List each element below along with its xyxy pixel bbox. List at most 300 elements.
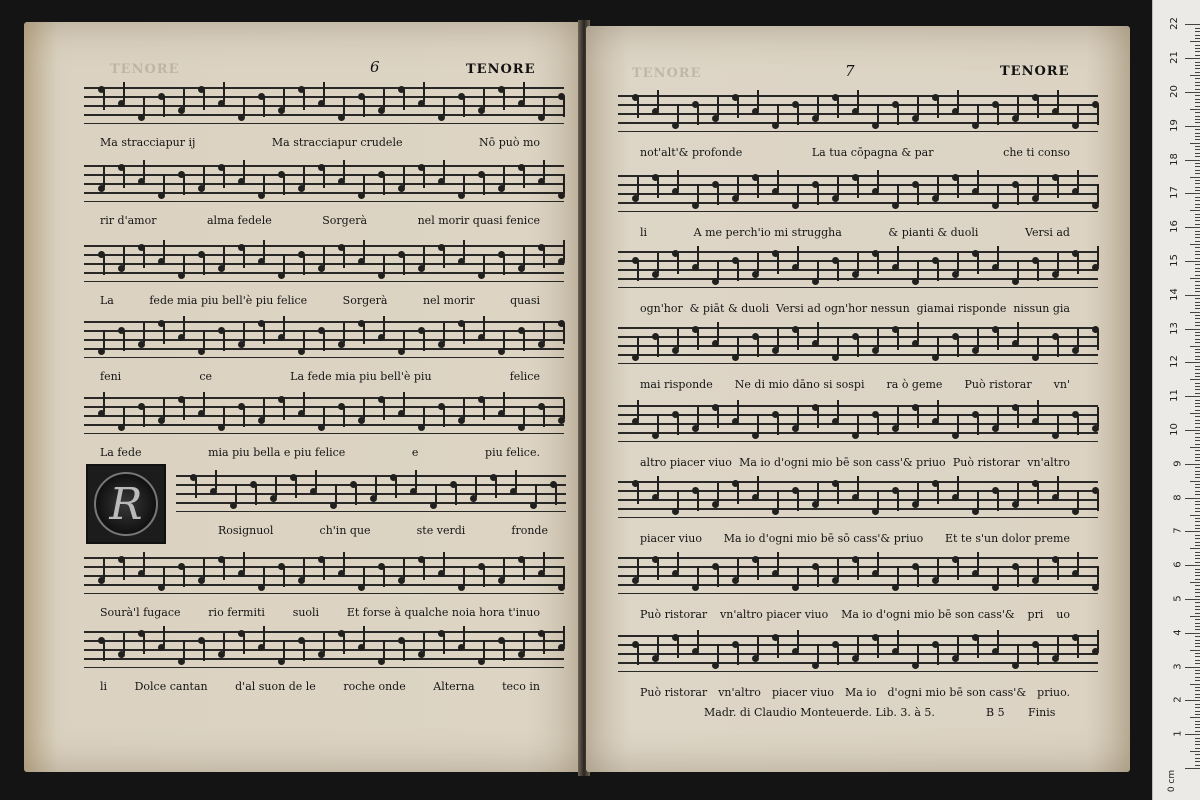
lyric-fragment: Ma stracciapur ij <box>100 136 196 149</box>
note-mark <box>812 501 819 508</box>
lyric-fragment: Ma io d'ogni mio bē son cass'& priuo <box>739 456 946 469</box>
note-mark <box>430 502 437 509</box>
lyric-fragment: piacer viuo <box>640 532 702 545</box>
note-mark <box>278 658 285 665</box>
ruler-tick <box>1195 85 1200 86</box>
ruler-tick <box>1195 653 1200 654</box>
note-mark <box>872 411 879 418</box>
note-mark <box>158 93 165 100</box>
ruler-tick <box>1195 315 1200 316</box>
note-mark <box>478 107 485 114</box>
ruler-tick <box>1195 765 1200 766</box>
lyric-fragment: fronde <box>511 524 548 537</box>
note-mark <box>692 101 699 108</box>
note-mark <box>458 258 465 265</box>
note-mark <box>932 195 939 202</box>
note-mark <box>258 320 265 327</box>
lyric-fragment: alma fedele <box>207 214 272 227</box>
note-mark <box>378 107 385 114</box>
ruler-tick <box>1195 487 1200 488</box>
lyric-fragment: La fede mia piu bell'è piu <box>290 370 432 383</box>
note-mark <box>238 403 245 410</box>
note-mark <box>358 93 365 100</box>
note-mark <box>470 495 477 502</box>
note-mark <box>358 644 365 651</box>
note-mark <box>258 417 265 424</box>
note-mark <box>932 641 939 648</box>
note-mark <box>832 577 839 584</box>
ruler-tick <box>1195 707 1200 708</box>
ruler-tick <box>1195 643 1200 644</box>
ruler-tick <box>1190 177 1200 178</box>
lyric-fragment: Sorgerà <box>322 214 368 227</box>
note-mark <box>558 192 565 199</box>
ruler-tick <box>1195 258 1200 259</box>
note-mark <box>490 474 497 481</box>
ruler-tick <box>1185 430 1200 431</box>
right-staff <box>618 550 1098 594</box>
lyric-fragment: e <box>411 446 419 459</box>
ruler-number: 8 <box>1172 493 1184 501</box>
ruler-tick <box>1195 200 1200 201</box>
note-mark <box>952 108 959 115</box>
ruler-tick <box>1195 440 1200 441</box>
note-mark <box>712 181 719 188</box>
note-mark <box>892 326 899 333</box>
ruler-tick <box>1195 389 1200 390</box>
note-mark <box>178 272 185 279</box>
note-mark <box>992 487 999 494</box>
note-mark <box>538 341 545 348</box>
note-mark <box>498 251 505 258</box>
note-mark <box>98 185 105 192</box>
note-mark <box>932 418 939 425</box>
note-mark <box>912 662 919 669</box>
ruler-tick <box>1195 224 1200 225</box>
lyric-fragment: ch'in que <box>319 524 371 537</box>
right-staff <box>618 398 1098 442</box>
ruler-tick <box>1190 684 1200 685</box>
lyric-fragment: roche onde <box>343 680 406 693</box>
ruler-tick <box>1195 508 1200 509</box>
lyric-fragment: rir d'amor <box>100 214 157 227</box>
lyric-fragment: li <box>640 226 648 239</box>
ruler-tick <box>1195 332 1200 333</box>
note-mark <box>398 251 405 258</box>
lyric-fragment: nel morir <box>422 294 475 307</box>
ruler-tick <box>1195 369 1200 370</box>
ruler-tick <box>1195 207 1200 208</box>
ruler-tick <box>1195 538 1200 539</box>
ruler-tick <box>1185 464 1200 465</box>
note-mark <box>652 271 659 278</box>
note-mark <box>418 100 425 107</box>
note-mark <box>478 563 485 570</box>
ruler-number: 22 <box>1169 17 1181 31</box>
ruler-tick <box>1195 477 1200 478</box>
note-mark <box>178 658 185 665</box>
ruler-tick <box>1185 734 1200 735</box>
measurement-ruler <box>1152 0 1200 800</box>
lyric-fragment: d'al suon de le <box>235 680 316 693</box>
note-mark <box>652 432 659 439</box>
note-mark <box>218 100 225 107</box>
note-mark <box>972 347 979 354</box>
lyric-fragment: mia piu bella e piu felice <box>208 446 346 459</box>
ruler-tick <box>1195 139 1200 140</box>
ruler-number: 15 <box>1169 254 1181 267</box>
right-lyric-line <box>640 146 1070 159</box>
note-mark <box>912 115 919 122</box>
ruler-tick <box>1185 700 1200 701</box>
note-mark <box>418 651 425 658</box>
left-page-number: 6 <box>370 58 380 76</box>
note-mark <box>932 480 939 487</box>
note-mark <box>158 320 165 327</box>
note-mark <box>498 348 505 355</box>
note-mark <box>712 278 719 285</box>
note-mark <box>1012 340 1019 347</box>
note-mark <box>952 655 959 662</box>
ruler-tick <box>1195 322 1200 323</box>
lyric-fragment: ste verdi <box>416 524 466 537</box>
note-mark <box>338 114 345 121</box>
note-mark <box>652 556 659 563</box>
note-mark <box>438 570 445 577</box>
ruler-tick <box>1195 220 1200 221</box>
note-mark <box>712 501 719 508</box>
ruler-tick <box>1195 660 1200 661</box>
ruler-number: 17 <box>1169 186 1181 200</box>
note-mark <box>498 637 505 644</box>
ruler-tick <box>1185 92 1200 93</box>
ruler-number: 10 <box>1169 423 1181 436</box>
right-lyric-line <box>640 456 1070 469</box>
note-mark <box>1092 648 1099 655</box>
lyric-fragment: Può ristorar <box>640 608 708 621</box>
note-mark <box>370 495 377 502</box>
note-mark <box>410 488 417 495</box>
note-mark <box>1052 108 1059 115</box>
note-mark <box>198 410 205 417</box>
note-mark <box>198 577 205 584</box>
note-mark <box>712 115 719 122</box>
note-mark <box>912 278 919 285</box>
ruler-tick <box>1195 423 1200 424</box>
note-mark <box>418 164 425 171</box>
note-mark <box>732 257 739 264</box>
lyric-fragment: not'alt'& profonde <box>640 146 743 159</box>
note-mark <box>1052 271 1059 278</box>
note-mark <box>418 265 425 272</box>
note-mark <box>1072 122 1079 129</box>
note-mark <box>558 93 565 100</box>
note-mark <box>732 418 739 425</box>
lyric-fragment: piacer viuo <box>771 686 834 699</box>
note-mark <box>1072 411 1079 418</box>
right-staff <box>618 244 1098 288</box>
note-mark <box>872 570 879 577</box>
ruler-tick <box>1195 711 1200 712</box>
ruler-tick <box>1195 352 1200 353</box>
ruler-tick <box>1195 170 1200 171</box>
left-lyric-line <box>100 136 540 149</box>
ruler-tick <box>1195 217 1200 218</box>
note-mark <box>118 556 125 563</box>
note-mark <box>118 327 125 334</box>
note-mark <box>752 556 759 563</box>
note-mark <box>278 563 285 570</box>
note-mark <box>258 258 265 265</box>
ruler-tick <box>1195 454 1200 455</box>
ruler-tick <box>1190 210 1200 211</box>
note-mark <box>338 630 345 637</box>
right-staff <box>618 474 1098 518</box>
right-lyric-line <box>640 226 1070 239</box>
note-mark <box>298 86 305 93</box>
ruler-tick <box>1195 433 1200 434</box>
note-mark <box>732 94 739 101</box>
ruler-tick <box>1195 264 1200 265</box>
lyric-fragment: Rosignuol <box>218 524 274 537</box>
note-mark <box>158 417 165 424</box>
note-mark <box>692 425 699 432</box>
note-mark <box>912 501 919 508</box>
note-mark <box>278 334 285 341</box>
ruler-tick <box>1185 362 1200 363</box>
ruler-tick <box>1190 312 1200 313</box>
note-mark <box>732 577 739 584</box>
note-mark <box>712 340 719 347</box>
initial-letter: R <box>109 478 143 530</box>
ruler-tick <box>1195 156 1200 157</box>
note-mark <box>772 570 779 577</box>
note-mark <box>1092 202 1099 209</box>
left-staff <box>84 314 564 358</box>
note-mark <box>832 641 839 648</box>
ruler-tick <box>1195 754 1200 755</box>
note-mark <box>358 192 365 199</box>
note-mark <box>330 502 337 509</box>
ruler-tick <box>1195 116 1200 117</box>
note-mark <box>932 94 939 101</box>
ruler-tick <box>1190 278 1200 279</box>
lyric-fragment: & piāt & duoli <box>689 302 770 315</box>
note-mark <box>210 488 217 495</box>
note-mark <box>1052 494 1059 501</box>
ruler-tick <box>1195 646 1200 647</box>
ruler-tick <box>1195 82 1200 83</box>
right-lyric-line <box>640 532 1070 545</box>
note-mark <box>792 584 799 591</box>
note-mark <box>178 334 185 341</box>
lyric-fragment: feni <box>100 370 122 383</box>
note-mark <box>832 94 839 101</box>
ruler-tick <box>1195 552 1200 553</box>
note-mark <box>792 648 799 655</box>
ruler-tick <box>1195 45 1200 46</box>
lyric-fragment: uo <box>1056 608 1070 621</box>
ruler-tick <box>1195 518 1200 519</box>
ruler-tick <box>1190 717 1200 718</box>
ruler-tick <box>1195 146 1200 147</box>
lyric-fragment: La fede <box>100 446 142 459</box>
ruler-tick <box>1195 656 1200 657</box>
ruler-tick <box>1195 241 1200 242</box>
note-mark <box>972 411 979 418</box>
ruler-number: 20 <box>1169 85 1181 98</box>
note-mark <box>98 637 105 644</box>
note-mark <box>652 655 659 662</box>
ruler-tick <box>1195 180 1200 181</box>
ruler-tick <box>1195 525 1200 526</box>
ruler-number: 19 <box>1169 118 1181 132</box>
ruler-tick <box>1195 629 1200 630</box>
note-mark <box>632 641 639 648</box>
note-mark <box>752 494 759 501</box>
note-mark <box>438 341 445 348</box>
lyric-fragment: vn' <box>1053 378 1070 391</box>
note-mark <box>672 634 679 641</box>
note-mark <box>478 272 485 279</box>
ruler-tick <box>1195 173 1200 174</box>
ruler-tick <box>1185 58 1200 59</box>
ruler-tick <box>1195 626 1200 627</box>
note-mark <box>632 94 639 101</box>
note-mark <box>1032 480 1039 487</box>
note-mark <box>792 202 799 209</box>
note-mark <box>510 488 517 495</box>
note-mark <box>278 171 285 178</box>
note-mark <box>450 481 457 488</box>
ruler-number: 21 <box>1169 51 1181 65</box>
note-mark <box>198 637 205 644</box>
note-mark <box>98 577 105 584</box>
ruler-number: 7 <box>1172 527 1184 535</box>
note-mark <box>992 584 999 591</box>
ruler-tick <box>1195 31 1200 32</box>
note-mark <box>632 195 639 202</box>
ruler-number: 2 <box>1172 696 1184 704</box>
note-mark <box>218 164 225 171</box>
ruler-tick <box>1195 400 1200 401</box>
ruler-tick <box>1185 768 1200 769</box>
note-mark <box>318 556 325 563</box>
note-mark <box>772 250 779 257</box>
ruler-tick <box>1195 602 1200 603</box>
note-mark <box>752 432 759 439</box>
note-mark <box>952 494 959 501</box>
ruler-tick <box>1195 291 1200 292</box>
ruler-tick <box>1195 254 1200 255</box>
note-mark <box>1072 634 1079 641</box>
note-mark <box>672 508 679 515</box>
ruler-tick <box>1195 606 1200 607</box>
note-mark <box>1012 278 1019 285</box>
ruler-tick <box>1195 187 1200 188</box>
note-mark <box>338 570 345 577</box>
note-mark <box>872 122 879 129</box>
ruler-tick <box>1195 727 1200 728</box>
ruler-tick <box>1195 247 1200 248</box>
ruler-tick <box>1195 562 1200 563</box>
ruler-tick <box>1195 383 1200 384</box>
note-mark <box>912 404 919 411</box>
ruler-tick <box>1190 548 1200 549</box>
ruler-tick <box>1195 68 1200 69</box>
ruler-tick <box>1195 697 1200 698</box>
lyric-fragment: Sourà'l fugace <box>100 606 181 619</box>
right-page-number: 7 <box>845 62 855 80</box>
ruler-tick <box>1195 491 1200 492</box>
note-mark <box>518 100 525 107</box>
ruler-tick <box>1185 227 1200 228</box>
note-mark <box>912 181 919 188</box>
note-mark <box>952 174 959 181</box>
note-mark <box>350 481 357 488</box>
note-mark <box>1012 404 1019 411</box>
ruler-number: 16 <box>1169 220 1181 234</box>
lyric-fragment: ce <box>199 370 212 383</box>
note-mark <box>1032 641 1039 648</box>
note-mark <box>458 584 465 591</box>
note-mark <box>478 396 485 403</box>
ruler-tick <box>1195 694 1200 695</box>
ruler-tick <box>1195 89 1200 90</box>
ruler-tick <box>1195 687 1200 688</box>
ruler-tick <box>1195 589 1200 590</box>
ruler-tick <box>1195 427 1200 428</box>
note-mark <box>832 195 839 202</box>
ruler-tick <box>1195 613 1200 614</box>
lyric-fragment: Può ristorar <box>952 456 1021 469</box>
note-mark <box>238 114 245 121</box>
note-mark <box>378 563 385 570</box>
ruler-tick <box>1195 183 1200 184</box>
ruler-tick <box>1185 633 1200 634</box>
ruler-tick <box>1195 545 1200 546</box>
ruler-tick <box>1190 41 1200 42</box>
note-mark <box>872 634 879 641</box>
note-mark <box>358 320 365 327</box>
note-mark <box>138 178 145 185</box>
ruler-tick <box>1195 535 1200 536</box>
note-mark <box>318 164 325 171</box>
ruler-tick <box>1195 51 1200 52</box>
ruler-tick <box>1195 680 1200 681</box>
ruler-tick <box>1195 190 1200 191</box>
note-mark <box>712 404 719 411</box>
note-mark <box>732 480 739 487</box>
ruler-tick <box>1195 484 1200 485</box>
note-mark <box>358 417 365 424</box>
note-mark <box>672 250 679 257</box>
ruler-tick <box>1195 572 1200 573</box>
ruler-tick <box>1190 481 1200 482</box>
left-page-header: TENORE <box>466 62 536 77</box>
note-mark <box>158 644 165 651</box>
ruler-tick <box>1195 457 1200 458</box>
note-mark <box>1092 326 1099 333</box>
note-mark <box>230 502 237 509</box>
lyric-fragment: Dolce cantan <box>134 680 208 693</box>
note-mark <box>992 425 999 432</box>
note-mark <box>178 171 185 178</box>
note-mark <box>1072 508 1079 515</box>
lyric-fragment: Sorgerà <box>342 294 388 307</box>
note-mark <box>218 556 225 563</box>
ruler-tick <box>1190 447 1200 448</box>
